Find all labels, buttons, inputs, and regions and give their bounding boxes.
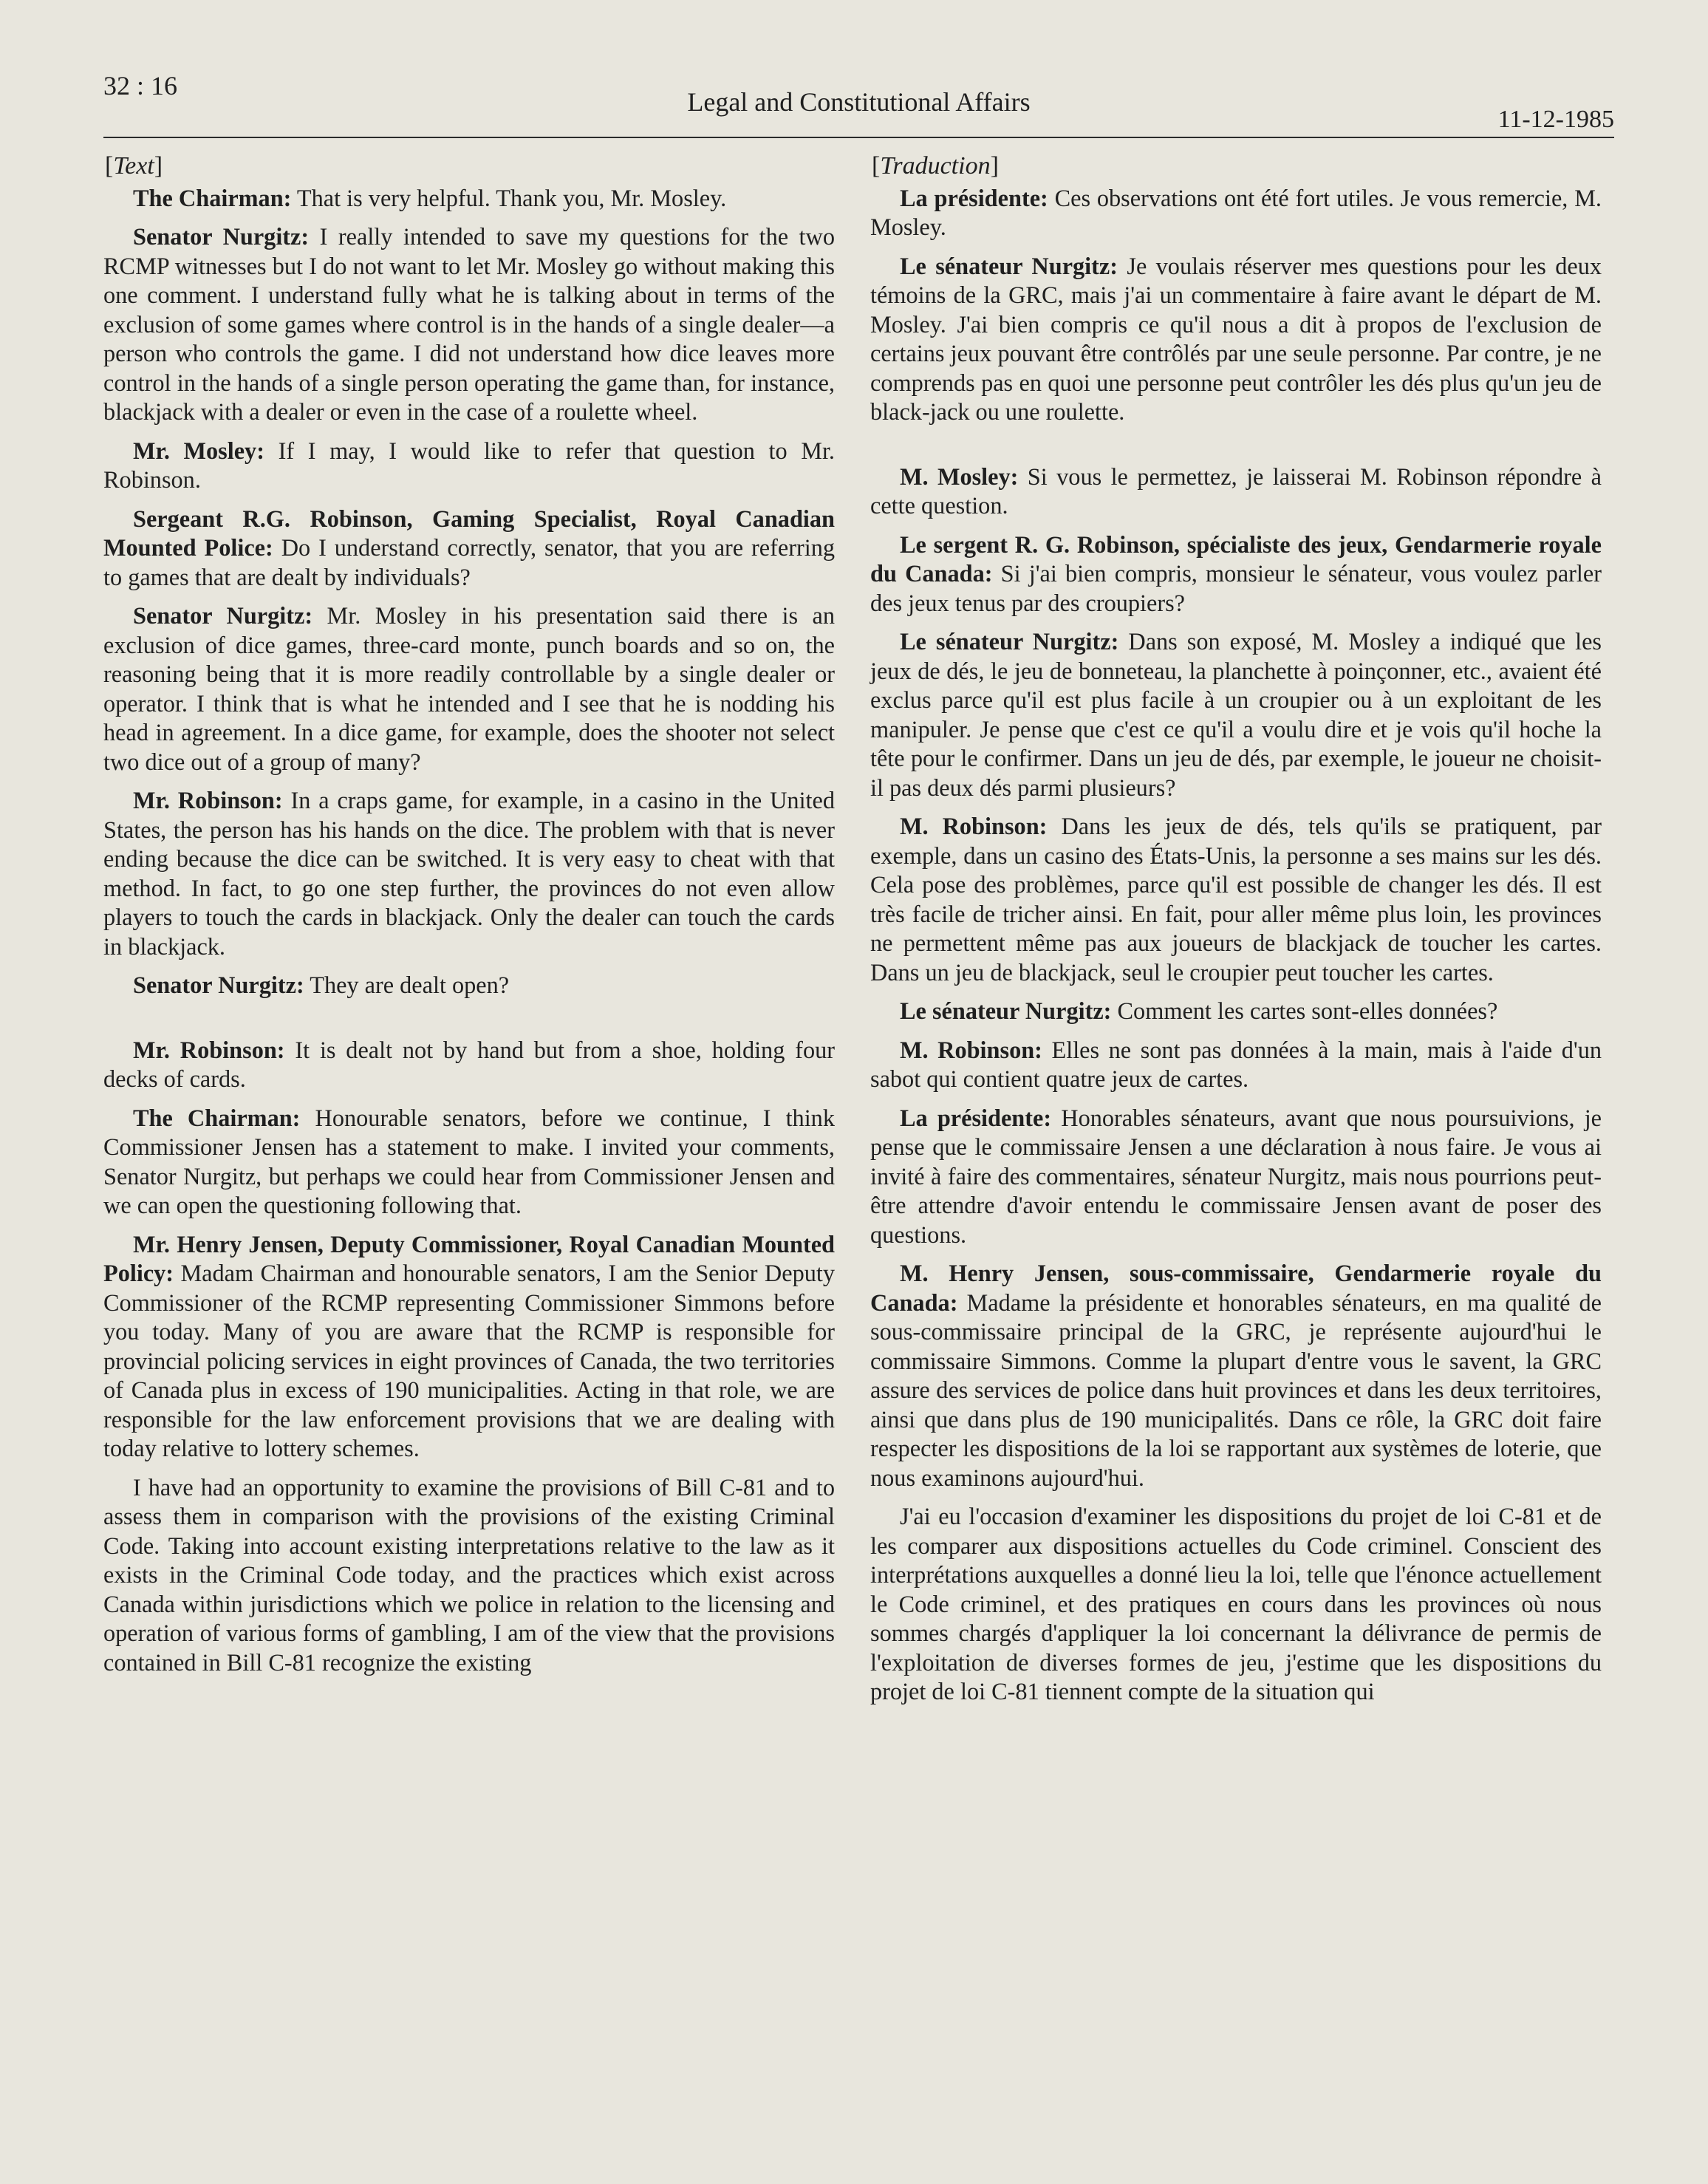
transcript-paragraph xyxy=(103,222,835,427)
transcript-paragraph xyxy=(103,505,835,593)
speech-text: I have had an opportunity to examine the provisions of Bill C-81 and to assess them in comparison with the provisions of the existing Criminal Code. Taking into account existing interpretations relative to the law as it exists in the Criminal Code today, and the practices which exist across Canada within jurisdictions which we police in relation to the licensing and operation of various forms of gambling, I am of the view that the provisions contained in Bill C-81 recognize the existing xyxy=(103,1473,835,1676)
speaker-name: The Chairman: xyxy=(133,184,292,211)
transcript-paragraph xyxy=(870,1259,1602,1492)
speech-text: If I may, I would like to refer that question to Mr. Robinson. xyxy=(103,437,835,493)
speaker-name: Le sénateur Nurgitz: xyxy=(900,252,1118,279)
transcript-paragraph xyxy=(103,971,835,1000)
speech-text: Elles ne sont pas données à la main, mais à l'aide d'un sabot qui contient quatre jeux de cartes. xyxy=(870,1036,1602,1092)
sitting-date: 11-12-1985 xyxy=(1497,106,1614,133)
speech-text: Ces observations ont été fort utiles. Je vous remercie, M. Mosley. xyxy=(870,184,1602,240)
speaker-name: Le sénateur Nurgitz: xyxy=(900,997,1112,1024)
transcript-paragraph xyxy=(103,437,835,495)
transcript-paragraph xyxy=(103,1104,835,1221)
speaker-name: M. Robinson: xyxy=(900,813,1048,839)
transcript-paragraph xyxy=(870,812,1602,987)
speech-text: Dans son exposé, M. Mosley a indiqué que les jeux de dés, le jeu de bonneteau, la planchette à poinçonner, etc., avaient été exclus parce qu'il est plus facile à un croupier ou à un exploitant de les manipuler. Je pense que c'est ce qu'il a voulu dire et je vois qu'il hoche la tête pour le confirmer. Dans un jeu de dés, par exemple, le joueur ne choisit-il pas deux dés parmi plusieurs? xyxy=(870,628,1602,801)
transcript-paragraph xyxy=(870,1104,1602,1250)
speaker-name: Le sergent R. G. Robinson, spécialiste des jeux, Gendarmerie royale du Canada: xyxy=(870,530,1602,587)
speech-text: Do I understand correctly, senator, that you are referring to games that are dealt by individuals? xyxy=(103,534,835,590)
speaker-name: Senator Nurgitz: xyxy=(133,602,313,629)
transcript-paragraph xyxy=(870,252,1602,427)
running-title: Legal and Constitutional Affairs xyxy=(687,87,1031,117)
french-column xyxy=(870,151,1602,1716)
transcript-paragraph xyxy=(870,530,1602,618)
speaker-name: Sergeant R.G. Robinson, Gaming Specialist, Royal Canadian Mounted Police: xyxy=(103,505,835,561)
transcript-paragraph xyxy=(103,1230,835,1464)
speaker-name: Mr. Robinson: xyxy=(133,1036,285,1063)
speech-text: J'ai eu l'occasion d'examiner les dispositions du projet de loi C-81 et de les comparer aux dispositions actuelles du Code criminel. Conscient des interprétations auxquelles a donné lieu la loi, telle que l'énonce actuellement le Code criminel, et des pratiques en cours dans les provinces où nous sommes chargés d'appliquer la loi concernant la délivrance de permis de l'exploitation de diverses formes de jeu, j'estime que les dispositions du projet de loi C-81 tiennent compte de la situation qui xyxy=(870,1503,1602,1704)
speaker-name: Senator Nurgitz: xyxy=(133,223,310,250)
transcript-paragraph xyxy=(103,184,835,214)
transcript-paragraph xyxy=(870,997,1602,1026)
speech-text: Si j'ai bien compris, monsieur le sénateur, vous voulez parler des jeux tenus par des croupiers? xyxy=(870,560,1602,616)
transcript-paragraph xyxy=(103,786,835,961)
column-tag-traduction: [Traduction] xyxy=(872,152,999,180)
speech-text: Honorables sénateurs, avant que nous poursuivions, je pense que le commissaire Jensen a une déclaration à nous faire. Je vous ai invité à faire des commentaires, sénateur Nurgitz, mais nous pourrions peut-être attendre d'avoir entendu le commissaire Jensen avant de poser des questions. xyxy=(870,1104,1602,1248)
speaker-name: Le sénateur Nurgitz: xyxy=(900,628,1119,655)
speech-text: I really intended to save my questions for the two RCMP witnesses but I do not want to let Mr. Mosley go without making this one comment. I understand fully what he is talking about in terms of the exclusion of some games where control is in the hands of a single dealer—a person who controls the game. I did not understand how dice leaves more control in the hands of a single person operating the game than, for instance, blackjack with a dealer or even in the case of a roulette wheel. xyxy=(103,223,835,425)
transcript-paragraph xyxy=(103,1036,835,1094)
speech-text: Dans les jeux de dés, tels qu'ils se pratiquent, par exemple, dans un casino des États-Unis, la personne a ses mains sur les dés. Cela pose des problèmes, parce qu'il est possible de changer les dés. Il est très facile de tricher ainsi. En fait, pour aller même plus loin, les provinces ne permettent même pas aux joueurs de blackjack de toucher les cartes. Dans un jeu de blackjack, seul le croupier peut toucher les cartes. xyxy=(870,813,1602,986)
speaker-name: Mr. Henry Jensen, Deputy Commissioner, Royal Canadian Mounted Policy: xyxy=(103,1230,835,1286)
speech-text: They are dealt open? xyxy=(304,972,510,998)
speaker-name: M. Henry Jensen, sous-commissaire, Gendarmerie royale du Canada: xyxy=(870,1260,1602,1316)
page-header xyxy=(103,70,1614,138)
transcript-paragraph xyxy=(870,463,1602,521)
speaker-name: La présidente: xyxy=(900,1104,1052,1131)
speech-text: Je voulais réserver mes questions pour les deux témoins de la GRC, mais j'ai un commentaire à faire avant le départ de M. Mosley. J'ai bien compris ce qu'il nous a dit à propos de l'exclusion de certains jeux pouvant être contrôlés par une seule personne. Par contre, je ne comprends pas en quoi une personne peut contrôler les dés plus qu'un jeu de black-jack ou une roulette. xyxy=(870,252,1602,425)
speech-text: Mr. Mosley in his presentation said there is an exclusion of dice games, three-card monte, punch boards and so on, the reasoning being that it is more readily controllable by a single dealer or operator. I think that is what he intended and I see that he is nodding his head in agreement. In a dice game, for example, does the shooter not select two dice out of a group of many? xyxy=(103,602,835,775)
speech-text: Comment les cartes sont-elles données? xyxy=(1111,997,1498,1024)
speaker-name: Mr. Robinson: xyxy=(133,787,283,813)
speech-text: Si vous le permettez, je laisserai M. Robinson répondre à cette question. xyxy=(870,463,1602,519)
speech-text: It is dealt not by hand but from a shoe, holding four decks of cards. xyxy=(103,1036,835,1092)
speaker-name: Senator Nurgitz: xyxy=(133,972,304,998)
column-tag-text: [Text] xyxy=(105,152,163,180)
transcript-paragraph xyxy=(870,627,1602,802)
speech-text: Madam Chairman and honourable senators, I am the Senior Deputy Commissioner of the RCMP representing Commissioner Simmons before you today. Many of you are aware that the RCMP is responsible for provincial policing services in eight provinces of Canada, the two territories of Canada plus in excess of 190 municipalities. Acting in that role, we are responsible for the law enforcement provisions that we are dealing with today relative to lottery schemes. xyxy=(103,1260,835,1461)
transcript-paragraph xyxy=(870,184,1602,242)
speaker-name: Mr. Mosley: xyxy=(133,437,264,464)
page-number: 32 : 16 xyxy=(103,71,178,100)
transcript-paragraph xyxy=(870,1502,1602,1707)
speaker-name: The Chairman: xyxy=(133,1104,301,1131)
speaker-name: M. Robinson: xyxy=(900,1036,1042,1063)
english-column xyxy=(103,151,835,1687)
speech-text: Madame la présidente et honorables sénateurs, en ma qualité de sous-commissaire principal de la GRC, je représente aujourd'hui le commissaire Simmons. Comme la plupart d'entre vous le savent, la GRC assure des services de police dans huit provinces et dans les deux territoires, ainsi que dans plus de 190 municipalités. Dans ce rôle, la GRC doit faire respecter les dispositions de la loi se rapportant aux systèmes de loterie, que nous examinons aujourd'hui. xyxy=(870,1289,1602,1491)
transcript-paragraph xyxy=(870,1036,1602,1094)
speech-text: That is very helpful. Thank you, Mr. Mosley. xyxy=(291,184,727,211)
speaker-name: La présidente: xyxy=(900,184,1048,211)
transcript-paragraph xyxy=(103,1473,835,1678)
speech-text: Honourable senators, before we continue, I think Commissioner Jensen has a statement to make. I invited your comments, Senator Nurgitz, but perhaps we could hear from Commissioner Jensen and we can open the questioning following that. xyxy=(103,1104,835,1218)
speech-text: In a craps game, for example, in a casino in the United States, the person has his hands on the dice. The problem with that is never ending because the dice can be switched. It is very easy to cheat with that method. In fact, to go one step further, the provinces do not even allow players to touch the cards in blackjack. Only the dealer can touch the cards in blackjack. xyxy=(103,787,836,960)
speaker-name: M. Mosley: xyxy=(900,463,1019,490)
transcript-paragraph xyxy=(103,601,835,777)
